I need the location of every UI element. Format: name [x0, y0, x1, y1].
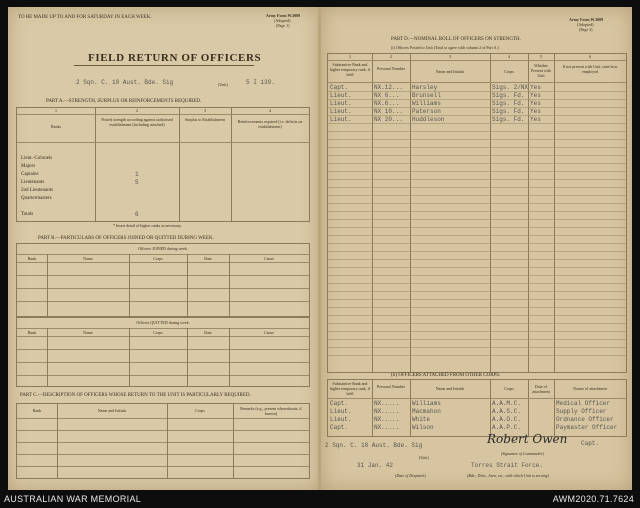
roll-cell: Sigs. 2/NX [492, 84, 529, 91]
attached-cell: Lieut. [330, 416, 352, 423]
roll-rule [328, 163, 626, 164]
part-a-heading: PART A.—STRENGTH, SURPLUS OR REINFORCEMENTS REQUIRED. [46, 99, 202, 104]
rank-row: Quartermasters [21, 196, 52, 201]
roll-rule [328, 147, 626, 148]
roll-cell: NX 6... [374, 92, 400, 99]
roll-cell: Yes [530, 92, 541, 99]
col-header-present: Whether Present with Unit [531, 63, 551, 78]
roll-rule [328, 259, 626, 260]
attached-cell: A.A.O.C. [492, 416, 521, 423]
attached-cell: Capt. [330, 424, 349, 431]
roll-cell: Lieut. [330, 92, 352, 99]
roll-cell: Sigs. Fd. [492, 116, 525, 123]
title-underline [74, 65, 254, 66]
rank-row: Captains [21, 172, 39, 177]
unit-typed: 2 Sqn. C. 18 Aust. Bde. Sig [76, 79, 174, 86]
left-page [8, 7, 319, 490]
footnote: * Insert detail of higher ranks as necessary. [113, 223, 182, 228]
roll-cell: Lieut. [330, 116, 352, 123]
roll-rule [328, 347, 626, 348]
area-label: (Bde., Divn., Area, etc., with which Unit is serving) [467, 473, 549, 478]
roll-rule [328, 355, 626, 356]
quitted-title: Officers QUITTED during week. [136, 320, 190, 325]
roll-rule [328, 275, 626, 276]
part-b-heading: PART B.—PARTICULARS OF OFFICERS JOINED OR QUITTED DURING WEEK. [38, 236, 214, 241]
right-page [321, 7, 632, 490]
col-header-employment: If not present with Unit, state how employed [562, 64, 618, 74]
roll-rule [328, 267, 626, 268]
roll-rule [328, 179, 626, 180]
attached-cell: NX..... [374, 400, 400, 407]
rank-row: 2nd Lieutenants [21, 188, 54, 193]
roll-rule [328, 155, 626, 156]
attached-table: Substantive Rank and higher temporary rank, if held Personal Number Name and Initials Corps Date of attachment Nature of attachment Capt. NX..... Williams A.A.M.C. Medical Officer Lieut. NX..... Macmahon A.A.S.C. Supply Officer Lieut. NX..... White A.A.O.C. Ordnance Officer Capt. NX..... Wilson A.A.P.C. Paymaster Officer [327, 379, 627, 437]
roll-rule [328, 195, 626, 196]
joined-title: Officers JOINED during week. [138, 246, 188, 251]
roll-rule [328, 339, 626, 340]
posted-value: 6 [135, 211, 139, 218]
despatch-date-typed: 31 Jan. 42 [357, 462, 394, 469]
despatch-date-label: (Date of Despatch) [395, 473, 426, 478]
attached-cell: Paymaster Officer [556, 424, 618, 431]
attached-cell: NX..... [374, 408, 400, 415]
roll-rule [328, 211, 626, 212]
roll-rule [328, 123, 626, 124]
page-number: (Page 2) [579, 27, 593, 32]
accession-number: AWM2020.71.7624 [552, 494, 634, 504]
roll-cell: Capt. [330, 84, 349, 91]
area-typed: Torres Strait Force. [471, 462, 544, 469]
roll-rule [328, 251, 626, 252]
quitted-table: Officers QUITTED during week. Rank Name Corps Date Cause [16, 317, 310, 387]
col-header-rank: Substantive Rank and higher temporary rank, if held [329, 62, 371, 77]
attached-cell: Supply Officer [556, 408, 607, 415]
signature-rank: Capt. [581, 440, 600, 447]
roll-rule [328, 315, 626, 316]
signature-label: (Signature of Commander) [501, 451, 544, 456]
nominal-roll-table: 1 2 3 4 5 6 Substantive Rank and higher temporary rank, if held Personal Number Name and Initials Corps Whether Present with Unit If not present with Unit, state how employed Capt. NX.12... Harsley Sigs. 2/NX Yes Lieut. NX 6... Brunsell Sigs. Fd. Yes Lieut. NX.6... Williams Sigs. Fd. Yes Lieut. NX 10... Paterson Sigs. Fd. Yes Lieut. NX 20... Huddleson Sigs. Fd. Yes [327, 53, 627, 373]
roll-cell: Sigs. Fd. [492, 100, 525, 107]
attached-cell: Williams [412, 400, 441, 407]
roll-rule [328, 307, 626, 308]
roll-rule [328, 115, 626, 116]
unit-label: (Unit) [419, 455, 429, 460]
roll-rule [328, 299, 626, 300]
roll-cell: Paterson [412, 108, 441, 115]
attached-cell: NX..... [374, 424, 400, 431]
roll-rule [328, 235, 626, 236]
roll-rule [328, 227, 626, 228]
roll-rule [328, 219, 626, 220]
attached-cell: Wilson [412, 424, 434, 431]
roll-cell: Yes [530, 108, 541, 115]
commander-signature: Robert Owen [487, 432, 568, 446]
roll-rule [328, 323, 626, 324]
roll-cell: Huddleson [412, 116, 445, 123]
institution-caption: AUSTRALIAN WAR MEMORIAL [4, 494, 142, 504]
unit-typed: 2 Sqn. C. 18 Aust. Bde. Sig [325, 442, 423, 449]
attached-cell: White [412, 416, 431, 423]
page-number: (Page 1) [276, 23, 290, 28]
roll-cell: NX 20... [374, 116, 403, 123]
attached-cell: Capt. [330, 400, 349, 407]
attached-cell: A.A.P.C. [492, 424, 521, 431]
attached-cell: A.A.M.C. [492, 400, 521, 407]
roll-cell: Harsley [412, 84, 438, 91]
army-form-label: Army Form W.3009 [569, 17, 604, 22]
roll-cell: Sigs. Fd. [492, 108, 525, 115]
roll-rule [328, 99, 626, 100]
attached-cell: NX..... [374, 416, 400, 423]
roll-cell: NX 10... [374, 108, 403, 115]
roll-rule [328, 243, 626, 244]
roll-rule [328, 283, 626, 284]
col-header-corps: Corps [504, 69, 514, 74]
roll-cell: Lieut. [330, 108, 352, 115]
joined-table: Officers JOINED during week. Rank Name Corps Date Cause [16, 243, 310, 317]
part-c-table: Rank Name and Initials Corps Remarks (e.g., present whereabouts, if known) [16, 403, 310, 479]
roll-rule [328, 203, 626, 204]
adopted-label: (Adopted) [274, 18, 291, 23]
rank-row: Totals [21, 212, 34, 217]
adopted-label: (Adopted) [577, 22, 594, 27]
top-note: TO BE MADE UP TO AND FOR SATURDAY IN EACH WEEK. [18, 15, 152, 20]
part-d-heading: PART D.—NOMINAL ROLL OF OFFICERS ON STRENGTH. [391, 37, 521, 42]
date-typed: 5 I 139. [246, 79, 275, 86]
col-header-surplus: Surplus to Establishment [185, 117, 225, 122]
part-a-table: 1 2 3 4 Ranks Posted strength according against authorised establishment (including attached) Surplus to Establishment Reinforcements required (i.e. deficits on establishment) Lieut.-Colonels Majors Captains Lieutenants 2nd Lieutenants Quartermasters Totals 1 5 6 [16, 107, 310, 222]
roll-rule [328, 139, 626, 140]
rank-row: Lieutenants [21, 180, 45, 185]
roll-cell: Sigs. Fd. [492, 92, 525, 99]
roll-cell: Williams [412, 100, 441, 107]
col-header-posted: Posted strength according against authorised establishment (including attached) [101, 117, 173, 127]
roll-cell: Yes [530, 84, 541, 91]
unit-label: (Unit) [218, 82, 228, 87]
roll-rule [328, 91, 626, 92]
roll-rule [328, 291, 626, 292]
attached-cell: Ordnance Officer [556, 416, 614, 423]
roll-cell: NX.12... [374, 84, 403, 91]
form-title: FIELD RETURN OF OFFICERS [88, 52, 262, 64]
col-header-number: Personal Number [377, 66, 405, 71]
roll-rule [328, 107, 626, 108]
roll-rule [328, 171, 626, 172]
army-form-label: Army Form W.3009 [266, 13, 301, 18]
attached-cell: A.A.S.C. [492, 408, 521, 415]
roll-rule [328, 131, 626, 132]
part-d-sub-ii: (ii) OFFICERS ATTACHED FROM OTHER CORPS. [391, 373, 501, 378]
roll-cell: Lieut. [330, 100, 352, 107]
attached-cell: Lieut. [330, 408, 352, 415]
part-d-sub-i: (i) Officers Posted to Unit (Total to agree with column 2 of Part A.) [391, 45, 499, 50]
rank-row: Lieut.-Colonels [21, 156, 53, 161]
attached-cell: Macmahon [412, 408, 441, 415]
roll-cell: Yes [530, 100, 541, 107]
roll-cell: NX.6... [374, 100, 400, 107]
roll-cell: Yes [530, 116, 541, 123]
rank-row: Majors [21, 164, 36, 169]
posted-value: 1 [135, 171, 139, 178]
roll-cell: Brunsell [412, 92, 441, 99]
col-header-ranks: Ranks [51, 124, 61, 129]
attached-cell: Medical Officer [556, 400, 611, 407]
part-c-heading: PART C.—DESCRIPTION OF OFFICERS WHOSE RETURN TO THE UNIT IS PARTICULARLY REQUIRED. [20, 393, 251, 398]
posted-value: 5 [135, 179, 139, 186]
col-header-name: Name and Initials [435, 69, 465, 74]
col-header-reinforcements: Reinforcements required (i.e. deficits on establishment) [237, 119, 303, 129]
roll-rule [328, 187, 626, 188]
roll-rule [328, 331, 626, 332]
